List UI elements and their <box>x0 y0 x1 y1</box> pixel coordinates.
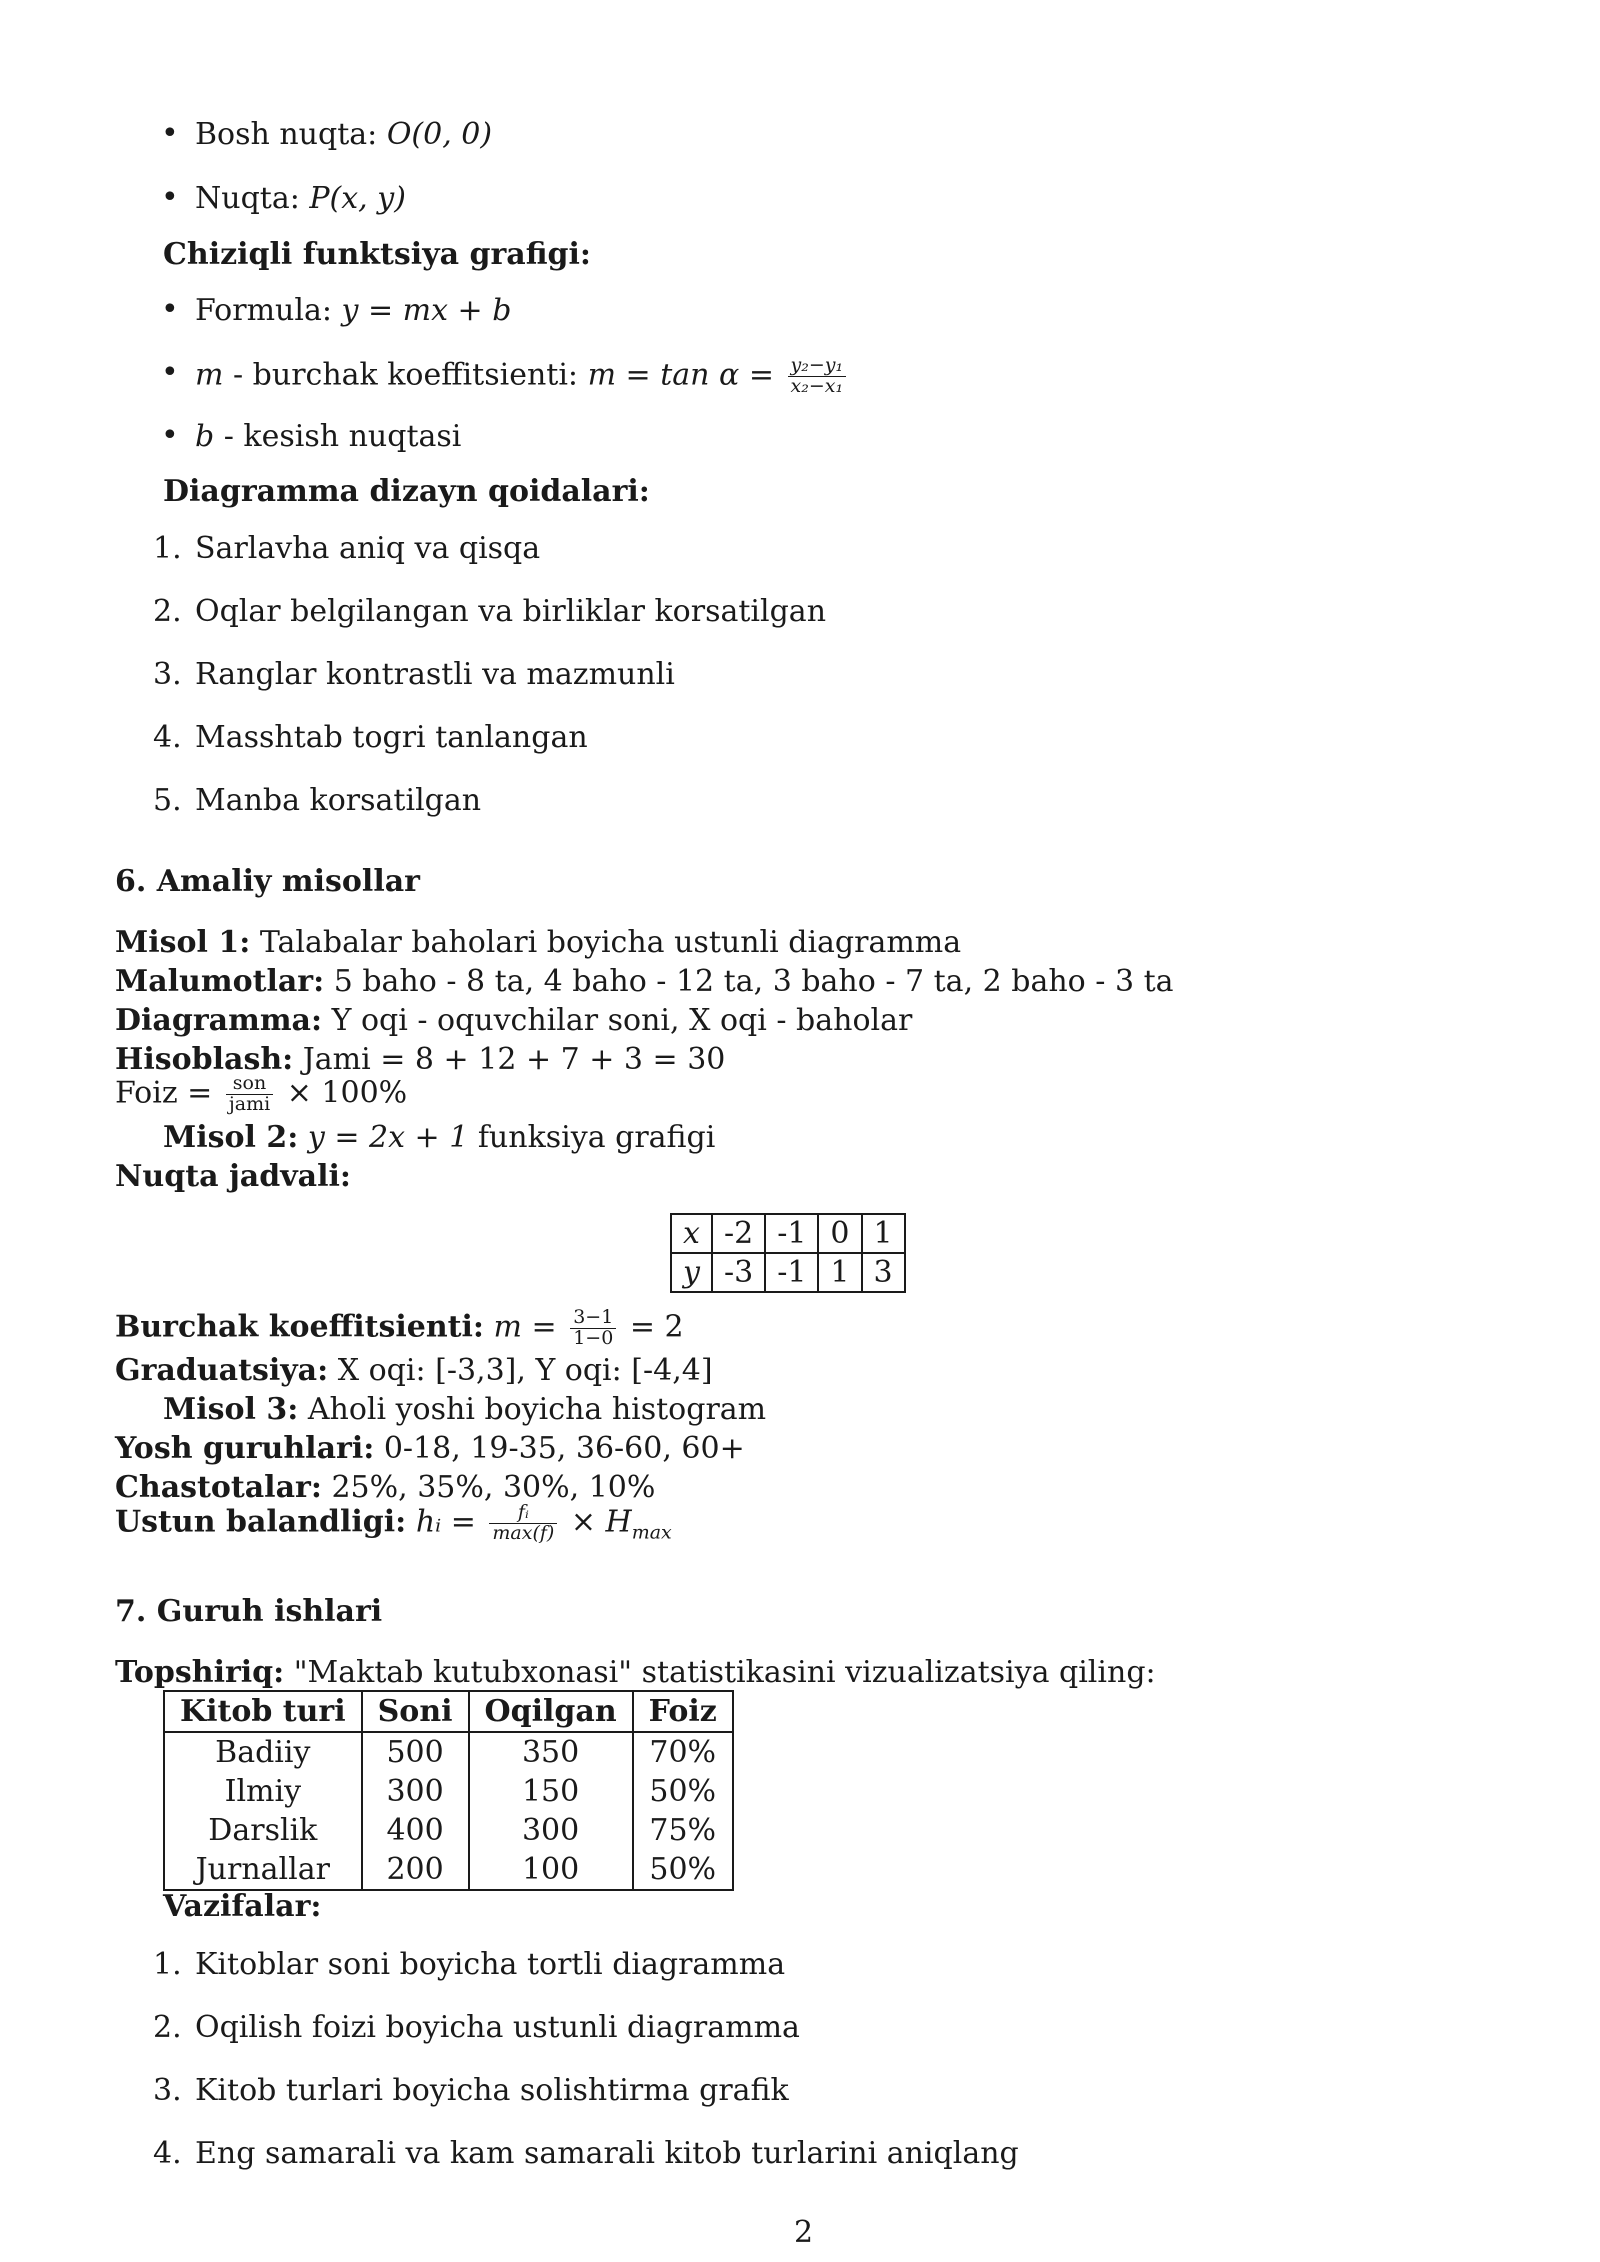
table-row: x -2 -1 0 1 <box>671 1214 905 1253</box>
section7-title: 7. Guruh ishlari <box>115 1594 383 1629</box>
table-row: y -3 -1 1 3 <box>671 1253 905 1292</box>
design-item: 2. Oqlar belgilangan va birliklar korsatilgan <box>153 594 827 629</box>
bullet-slope <box>195 356 850 397</box>
task-item: 2. Oqilish foizi boyicha ustunli diagramma <box>153 2010 800 2045</box>
design-item: 5. Manba korsatilgan <box>153 783 482 818</box>
point-label: Nuqta: <box>195 181 300 216</box>
task-item: 4. Eng samarali va kam samarali kitob turlarini aniqlang <box>153 2136 1019 2171</box>
ex1-line: Misol 1: Talabalar baholari boyicha ustunli diagramma <box>115 925 962 960</box>
origin-label: Bosh nuqta: <box>195 117 378 152</box>
b-text: - kesish nuqtasi <box>214 419 462 454</box>
table-row: Badiiy 500 350 70% <box>164 1732 733 1772</box>
bullet-origin <box>195 117 492 152</box>
design-item: 4. Masshtab togri tanlangan <box>153 720 588 755</box>
task-line: Topshiriq: "Maktab kutubxonasi" statistikasini vizualizatsiya qiling: <box>115 1655 1156 1690</box>
calc-line: Hisoblash: Jami = 8 + 12 + 7 + 3 = 30 <box>115 1042 726 1077</box>
point-expr: P(x, y) <box>309 181 406 216</box>
m-expr: m = tan α = <box>587 357 774 393</box>
task-item: 1. Kitoblar soni boyicha tortli diagramma <box>153 1947 786 1982</box>
percent-fraction: $\frac{\text{son}}{\text{jami}}$ <box>226 1074 273 1115</box>
point-table <box>670 1213 906 1293</box>
table-row: Jurnallar 200 100 50% <box>164 1850 733 1890</box>
age-line: Yosh guruhlari: 0-18, 19-35, 36-60, 60+ <box>115 1431 745 1466</box>
point-table-label: Nuqta jadvali: <box>115 1159 351 1194</box>
table-header-row: Kitob turi Soni Oqilgan Foiz <box>164 1691 733 1732</box>
slope-fraction: $\frac{3-1}{1-0}$ <box>570 1308 616 1349</box>
m-frac-den: x₂−x₁ <box>790 374 844 397</box>
formula-label: Formula: <box>195 293 332 328</box>
formula-expr: y = mx + b <box>341 293 512 328</box>
origin-expr: O(0, 0) <box>386 117 493 152</box>
m-frac-num: y₂−y₁ <box>788 356 847 377</box>
graduation-line: Graduatsiya: X oqi: [-3,3], Y oqi: [-4,4] <box>115 1353 713 1388</box>
percent-line: Foiz = $\frac{\text{son}}{\text{jami}}$ × 100% <box>115 1072 408 1115</box>
linear-heading: Chiziqli funktsiya grafigi: <box>163 237 591 272</box>
b-var: b <box>195 419 215 454</box>
table-row: Ilmiy 300 150 50% <box>164 1772 733 1811</box>
design-heading: Diagramma dizayn qoidalari: <box>163 474 650 509</box>
bullet-intercept <box>195 419 461 454</box>
task-item: 3. Kitob turlari boyicha solishtirma grafik <box>153 2073 789 2108</box>
ex3-line: Misol 3: Aholi yoshi boyicha histogram <box>163 1392 767 1427</box>
height-line: Ustun balandligi: hᵢ = $\frac{\text{fᵢ}}{\max(f)}$ × $H_{max}$ <box>115 1501 672 1544</box>
m-var: m <box>195 357 224 393</box>
design-item: 3. Ranglar kontrastli va mazmunli <box>153 657 675 692</box>
m-text: - burchak koeffitsienti: <box>223 357 588 393</box>
library-table <box>163 1690 734 1891</box>
height-fraction: $\frac{\text{fᵢ}}{\max(f)}$ <box>489 1503 557 1544</box>
table-row: Darslik 400 300 75% <box>164 1811 733 1850</box>
ex2-line: Misol 2: y = 2x + 1 funksiya grafigi <box>163 1120 716 1155</box>
bullet-formula <box>195 293 511 328</box>
data-line: Malumotlar: 5 baho - 8 ta, 4 baho - 12 ta, 3 baho - 7 ta, 2 baho - 3 ta <box>115 964 1174 999</box>
m-fraction <box>788 356 847 397</box>
section6-title: 6. Amaliy misollar <box>115 864 420 899</box>
design-item: 1. Sarlavha aniq va qisqa <box>153 531 541 566</box>
slope-line: Burchak koeffitsienti: m = $\frac{3-1}{1-0}$ = 2 <box>115 1306 684 1349</box>
freq-line: Chastotalar: 25%, 35%, 30%, 10% <box>115 1470 656 1505</box>
diagram-line: Diagramma: Y oqi - oquvchilar soni, X oqi - baholar <box>115 1003 913 1038</box>
tasks-heading: Vazifalar: <box>163 1889 322 1924</box>
bullet-point <box>195 181 406 216</box>
page-number: 2 <box>794 2215 814 2250</box>
